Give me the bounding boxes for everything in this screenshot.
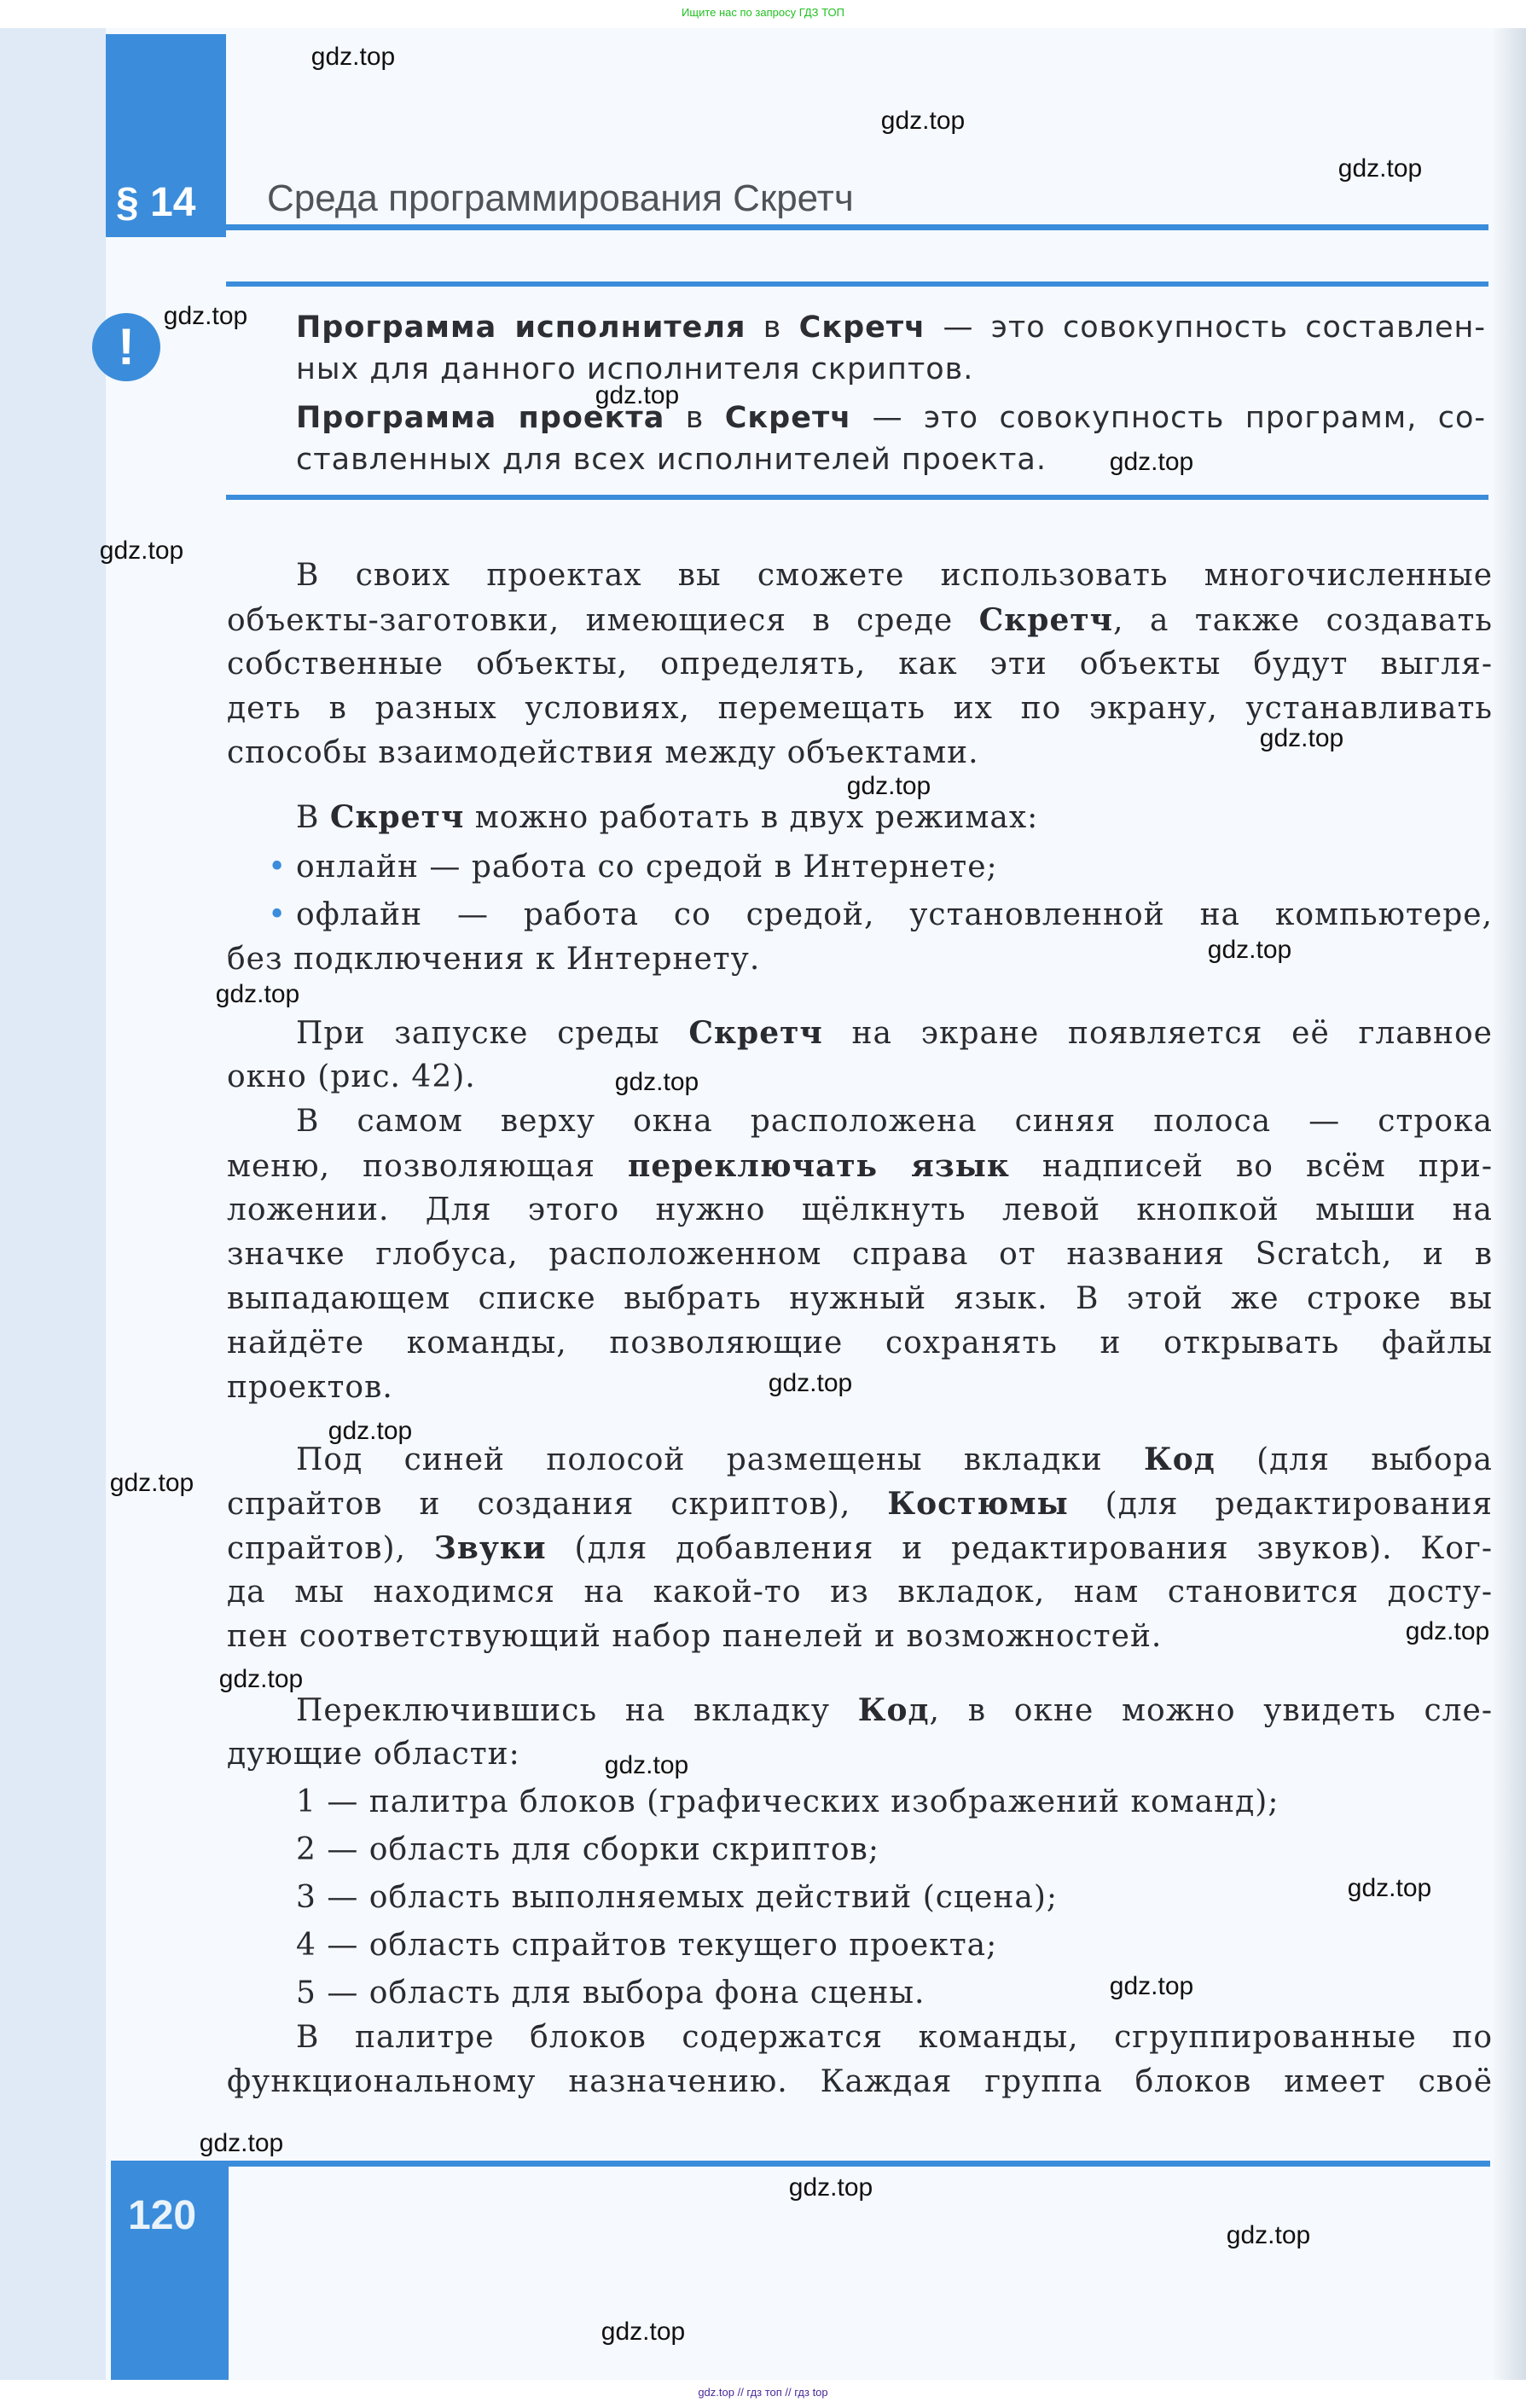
text-run: значке глобуса, расположенном справа от названия Scratch, и в [227,1237,1493,1272]
paragraph [227,1780,1493,1825]
bullet-item [227,845,1493,890]
text-run: (для выбора [1215,1442,1494,1477]
exclamation-icon: ! [92,313,160,381]
text-run: (для добавления и редактирования звуков). Ког- [546,1531,1493,1566]
footer-text: gdz.top // гдз топ // гдз top [698,2386,828,2399]
bold-term: Код [1144,1442,1216,1477]
watermark: gdz.top [846,772,931,800]
top-banner-text: Ищите нас по запросу ГДЗ ТОП [682,6,844,19]
definition-line [296,439,1486,481]
watermark: gdz.top [1347,1874,1432,1902]
title-divider [226,224,1488,230]
section-title: Среда программирования Скретч [267,177,854,219]
text-run: без подключения к Интернету. [227,942,761,977]
text-line [227,1780,1493,1825]
bullet-icon: • [268,850,287,885]
text-run: собственные объекты, определять, как эти объекты будут выгля- [227,647,1493,682]
text-line [227,1321,1493,1366]
text-run: надписей во всём при- [1009,1149,1493,1184]
watermark: gdz.top [595,381,680,409]
text-run: можно работать в двух режимах: [464,800,1039,835]
footer-divider [111,2161,1490,2167]
definition-top-rule [226,281,1488,287]
bold-term: Код [857,1692,930,1728]
text-run: офлайн — работа со средой, установленной на компьютере, [296,897,1493,932]
watermark: gdz.top [109,1469,194,1497]
watermark: gdz.top [1109,1972,1194,2000]
text-run: проектов. [227,1370,393,1405]
text-run: — это совокупность составлен- [925,310,1486,345]
paragraph [227,1688,1493,1777]
text-run: — это совокупность программ, со- [851,401,1486,435]
paragraph [227,2016,1493,2104]
text-line [227,1526,1493,1570]
watermark: gdz.top [768,1369,853,1397]
watermark: gdz.top [1207,936,1292,964]
text-line [227,795,1493,839]
bullet-item [227,893,1493,982]
text-line [227,1144,1493,1188]
text-run: найдёте команды, позволяющие сохранять и открывать файлы [227,1326,1493,1361]
text-line [227,1923,1493,1968]
text-run: При запуске среды [296,1016,689,1051]
text-run: 5 — область для выбора фона сцены. [296,1976,925,2011]
text-run: В палитре блоков содержатся команды, сгруппированные по [296,2020,1493,2055]
text-run: объекты-заготовки, имеющиеся в среде [227,603,979,638]
text-line [227,845,1493,890]
bold-term: Костюмы [887,1486,1069,1522]
watermark: gdz.top [1259,724,1344,752]
text-line [227,1011,1493,1055]
top-banner [0,0,1526,28]
text-run: 1 — палитра блоков (графических изображений команд); [296,1784,1279,1819]
paragraph [227,1923,1493,1968]
text-line [227,1876,1493,1920]
watermark: gdz.top [880,107,966,135]
text-line [227,2016,1493,2060]
text-line [227,554,1493,598]
text-run: 2 — область для сборки скриптов; [296,1832,879,1867]
watermark: gdz.top [601,2318,686,2346]
paragraph [227,795,1493,839]
text-line [227,1055,1493,1100]
bold-term: Скретч [724,401,852,435]
text-run: дующие области: [227,1737,520,1772]
text-run: онлайн — работа со средой в Интернете; [296,850,998,885]
text-run: ложении. Для этого нужно щёлкнуть левой кнопкой мыши на [227,1192,1493,1227]
text-line [227,1100,1493,1144]
text-run: Переключившись на вкладку [296,1693,858,1728]
paragraph [227,1437,1493,1659]
definition-line [296,349,1486,391]
watermark: gdz.top [604,1751,689,1779]
definition-bottom-rule [226,495,1488,500]
text-run: меню, позволяющая [227,1149,628,1184]
text-run: пен соответствующий набор панелей и возможностей. [227,1619,1163,1654]
text-line [227,1366,1493,1410]
text-line [227,1615,1493,1659]
watermark: gdz.top [1337,154,1423,183]
watermark: gdz.top [310,43,396,71]
paragraph [227,1971,1493,2016]
page-left-margin [0,28,106,2380]
watermark: gdz.top [99,537,184,565]
text-run: в [746,310,799,345]
watermark: gdz.top [218,1665,304,1693]
text-run: спрайтов и создания скриптов), [227,1487,888,1522]
paragraph [227,1828,1493,1872]
text-line [227,1188,1493,1233]
text-run: 3 — область выполняемых действий (сцена); [296,1880,1058,1915]
text-run: , в окне можно увидеть сле- [929,1693,1493,1728]
text-run: ставленных для всех исполнителей проекта. [296,443,1047,477]
page-binding-shadow [1492,28,1526,2380]
text-line [227,1570,1493,1615]
text-run: на экране появляется её главное [822,1016,1493,1051]
watermark: gdz.top [199,2129,284,2157]
watermark: gdz.top [1405,1617,1490,1645]
bullet-icon: • [268,897,287,932]
watermark: gdz.top [788,2173,873,2202]
text-run: функциональному назначению. Каждая группа блоков имеет своё [227,2064,1493,2099]
paragraph [227,1100,1493,1410]
text-line [227,893,1493,937]
text-run: в [664,401,725,435]
bold-term: переключать язык [628,1148,1010,1184]
text-line [227,1828,1493,1872]
text-run: да мы находимся на какой-то из вкладок, нам становится досту- [227,1575,1493,1610]
text-run: выпадающем списке выбрать нужный язык. В этой же строке вы [227,1281,1493,1316]
watermark: gdz.top [163,302,248,330]
watermark: gdz.top [215,980,300,1008]
bold-term: Скретч [688,1015,823,1051]
watermark: gdz.top [614,1068,699,1096]
watermark: gdz.top [1109,448,1194,476]
text-run: (для редактирования [1068,1487,1494,1522]
text-run: деть в разных условиях, перемещать их по экрану, устанавливать [227,691,1493,726]
text-run: окно (рис. 42). [227,1059,476,1094]
bold-term: Звуки [433,1530,547,1566]
text-line [227,1971,1493,2016]
text-run: 4 — область спрайтов текущего проекта; [296,1928,998,1963]
text-line [227,1437,1493,1482]
paragraph [227,1876,1493,1920]
footer-banner [0,2380,1526,2408]
bold-term: Программа исполнителя [296,310,746,345]
text-run: Под синей полосой размещены вкладки [296,1442,1145,1477]
text-line [227,1277,1493,1321]
text-line [227,642,1493,687]
bold-term: Программа проекта [296,401,665,435]
text-run: ных для данного исполнителя скриптов. [296,352,974,386]
text-line [227,1688,1493,1732]
paragraph [227,1011,1493,1100]
text-line [227,1732,1493,1777]
watermark: gdz.top [328,1417,413,1445]
text-line [227,2060,1493,2104]
section-number: § 14 [116,180,196,225]
text-run: спрайтов), [227,1531,434,1566]
text-line [227,1482,1493,1526]
text-run: , а также создавать [1113,603,1493,638]
watermark: gdz.top [1226,2221,1311,2249]
definition-line [296,307,1486,349]
definition-box [296,307,1486,481]
definition-line [296,397,1486,439]
text-run: способы взаимодействия между объектами. [227,735,979,770]
bold-term: Скретч [798,310,926,345]
bold-term: Скретч [978,602,1114,638]
text-line [227,1233,1493,1277]
page-number: 120 [128,2193,197,2238]
text-run: В самом верху окна расположена синяя полоса — строка [296,1104,1493,1139]
text-line [227,598,1493,642]
text-run: В своих проектах вы сможете использовать многочисленные [296,558,1493,593]
text-run: В [296,800,330,835]
text-line [227,937,1493,982]
bold-term: Скретч [329,799,465,835]
